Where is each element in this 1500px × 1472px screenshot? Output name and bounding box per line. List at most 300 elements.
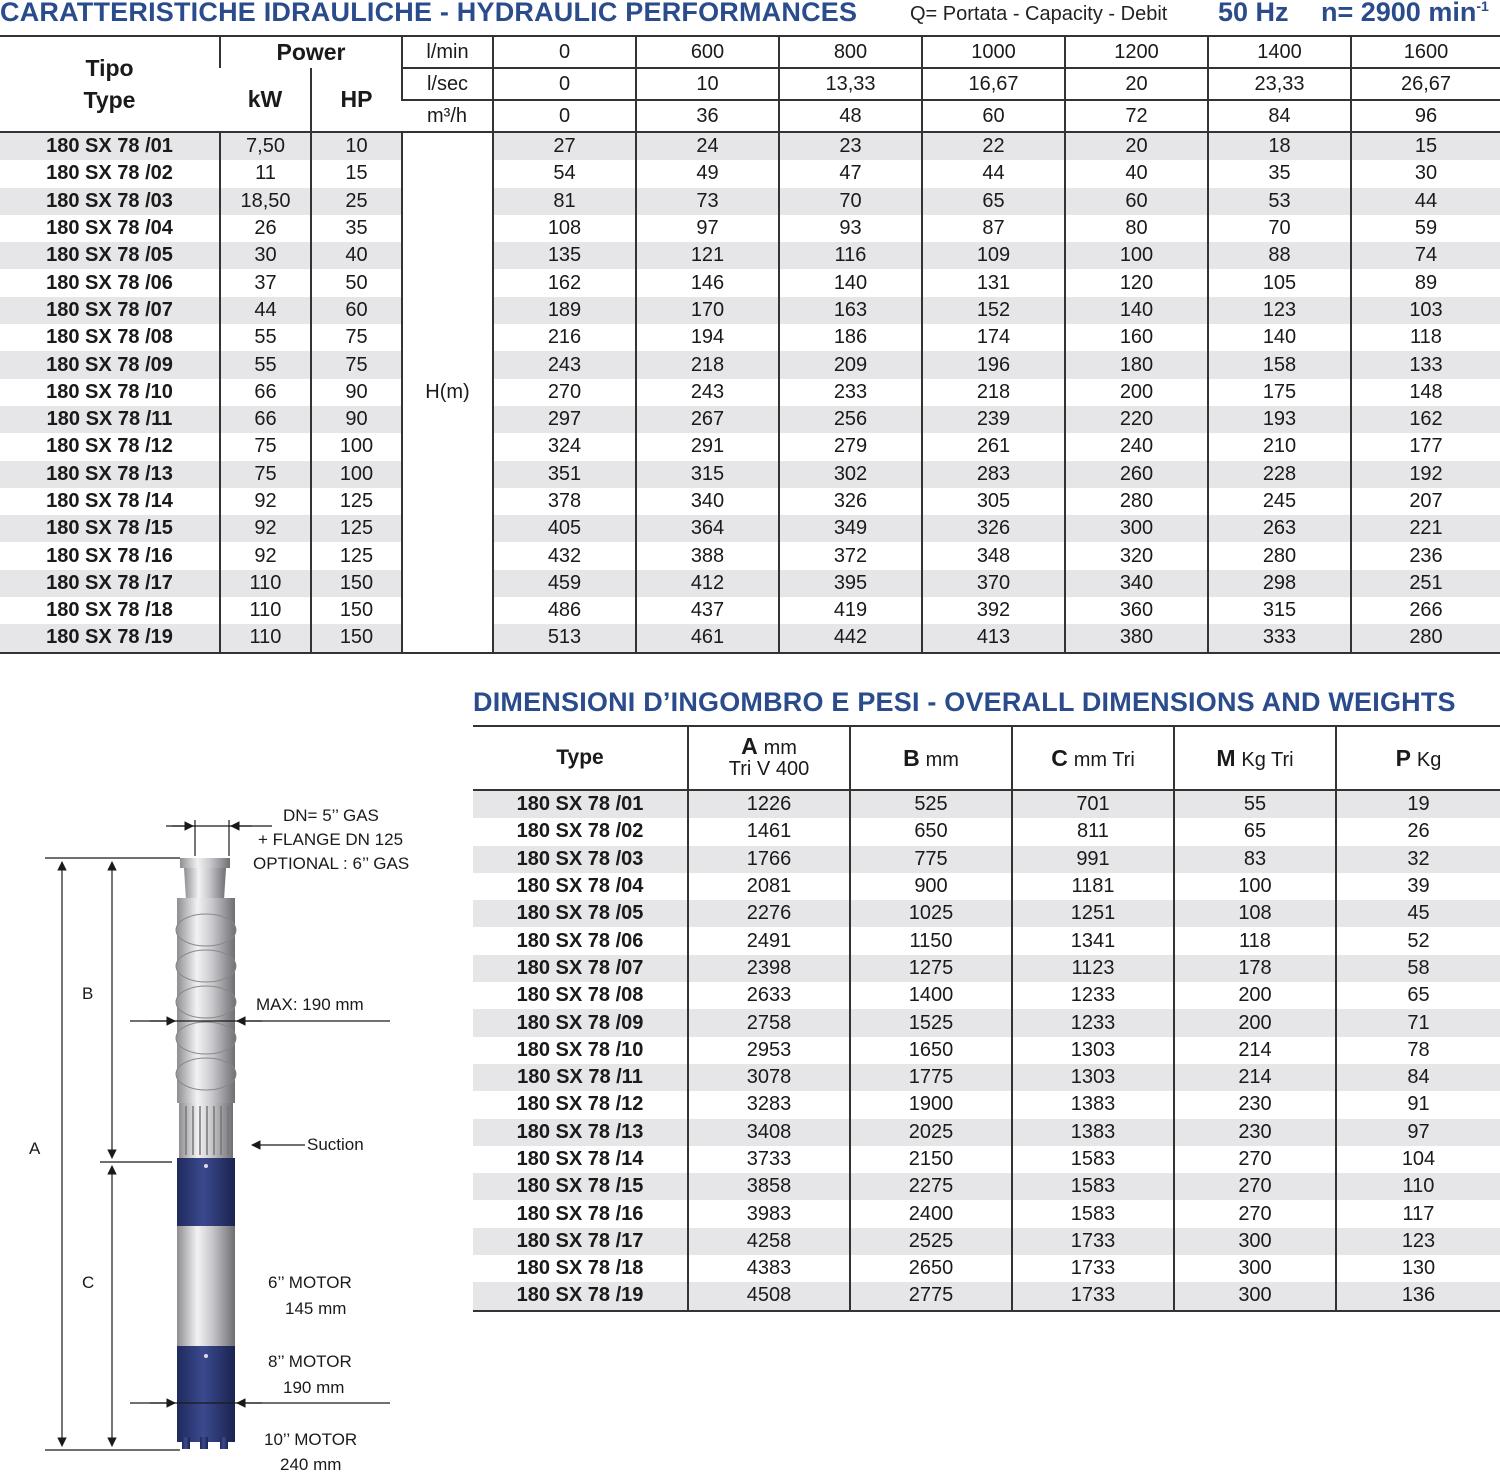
type-label-en: Type (83, 87, 136, 113)
flow-lsec-cell: 16,67 (922, 68, 1065, 100)
table-row (0, 297, 1500, 324)
head-cell: 105 (1208, 269, 1351, 296)
head-cell: 251 (1351, 570, 1500, 597)
dim-c-cell: 991 (1012, 846, 1174, 873)
head-cell: 118 (1351, 324, 1500, 351)
head-cell: 298 (1208, 570, 1351, 597)
head-cell: 243 (493, 351, 636, 378)
table-row (0, 542, 1500, 569)
table-row (473, 846, 1500, 873)
head-cell: 461 (636, 624, 779, 652)
head-cell: 221 (1351, 515, 1500, 542)
head-cell: 162 (1351, 406, 1500, 433)
table-row (473, 1200, 1500, 1227)
head-cell: 59 (1351, 215, 1500, 242)
kw-cell: 37 (220, 269, 311, 296)
head-cell: 220 (1065, 406, 1208, 433)
head-cell: 148 (1351, 379, 1500, 406)
dim-c-cell: 1583 (1012, 1200, 1174, 1227)
head-cell: 189 (493, 297, 636, 324)
dim-c-cell: 1233 (1012, 982, 1174, 1009)
kw-cell: 110 (220, 570, 311, 597)
model-cell: 180 SX 78 /04 (516, 875, 644, 898)
head-cell: 108 (493, 215, 636, 242)
flow-lmin-cell: 600 (636, 36, 779, 68)
head-cell: 315 (1208, 597, 1351, 624)
dim-m-cell: 270 (1174, 1200, 1336, 1227)
page-header (0, 0, 1500, 34)
model-cell: 180 SX 78 /14 (516, 1148, 644, 1170)
kw-cell: 55 (220, 324, 311, 351)
dim-b-cell: 1775 (850, 1064, 1012, 1091)
hp-cell: 150 (311, 624, 402, 652)
dim-p-cell: 65 (1336, 982, 1500, 1009)
dim-p-cell: 84 (1336, 1064, 1500, 1091)
head-cell: 437 (636, 597, 779, 624)
head-cell: 123 (1208, 297, 1351, 324)
table-row (0, 597, 1500, 624)
table-row (0, 351, 1500, 378)
dn-label-2: + FLANGE DN 125 (258, 830, 404, 849)
head-cell: 49 (636, 160, 779, 187)
dim-a-cell: 3408 (688, 1119, 850, 1146)
dim-b-letter: B (903, 744, 920, 771)
head-cell: 218 (922, 379, 1065, 406)
head-cell: 81 (493, 188, 636, 215)
model-cell: 180 SX 78 /09 (473, 1009, 688, 1036)
flow-m3h-cell: 0 (493, 100, 636, 132)
hp-cell: 90 (311, 379, 402, 406)
dn-label-3: OPTIONAL : 6’’ GAS (253, 854, 410, 873)
flow-lmin-cell: 1000 (922, 36, 1065, 68)
flow-lsec-cell: 23,33 (1208, 68, 1351, 100)
hp-cell: 60 (311, 297, 402, 324)
head-cell: 340 (636, 488, 779, 515)
type-label-it: Tipo (85, 55, 134, 81)
kw-cell: 7,50 (220, 132, 311, 160)
kw-header: kW (220, 68, 311, 132)
discharge-head (180, 858, 230, 900)
head-cell: 486 (493, 597, 636, 624)
dim-c-cell: 1583 (1012, 1173, 1174, 1200)
hp-cell: 35 (311, 215, 402, 242)
dim-b-cell: 1650 (850, 1037, 1012, 1064)
dim-c-cell: 1583 (1012, 1146, 1174, 1173)
head-cell: 348 (922, 542, 1065, 569)
dim-m-cell: 300 (1174, 1255, 1336, 1282)
model-cell: 180 SX 78 /06 (46, 271, 173, 294)
head-cell: 419 (779, 597, 922, 624)
table-row (0, 461, 1500, 488)
table-row (0, 160, 1500, 187)
model-cell: 180 SX 78 /18 (516, 1257, 644, 1280)
dim-c-cell: 1303 (1012, 1037, 1174, 1064)
kw-cell: 66 (220, 406, 311, 433)
dim-c-cell: 1733 (1012, 1228, 1174, 1255)
head-cell: 18 (1208, 132, 1351, 160)
model-cell: 180 SX 78 /11 (473, 1064, 688, 1091)
kw-cell: 92 (220, 488, 311, 515)
dim-c-cell: 1733 (1012, 1255, 1174, 1282)
dim-p-cell: 123 (1336, 1228, 1500, 1255)
model-cell: 180 SX 78 /11 (0, 406, 220, 433)
dim-p-cell: 52 (1336, 927, 1500, 954)
suction-label: Suction (307, 1135, 364, 1154)
dim-b-cell: 1025 (850, 900, 1012, 927)
table-row (0, 624, 1500, 652)
table-row (0, 324, 1500, 351)
model-cell: 180 SX 78 /17 (473, 1228, 688, 1255)
dim-p-cell: 136 (1336, 1282, 1500, 1310)
flow-lmin-cell: 800 (779, 36, 922, 68)
motor10-label-2: 240 mm (280, 1455, 342, 1472)
motor8-label-2: 190 mm (283, 1378, 345, 1397)
dim-c-cell: 811 (1012, 818, 1174, 845)
head-cell: 412 (636, 570, 779, 597)
head-cell: 380 (1065, 624, 1208, 652)
dim-b-cell: 1400 (850, 982, 1012, 1009)
dim-a-cell: 2081 (688, 873, 850, 900)
dim-p-cell: 39 (1336, 873, 1500, 900)
kw-cell: 44 (220, 297, 311, 324)
head-cell: 513 (493, 624, 636, 652)
dim-b-cell: 1150 (850, 927, 1012, 954)
model-cell: 180 SX 78 /18 (46, 599, 173, 622)
head-cell: 340 (1065, 570, 1208, 597)
head-cell: 162 (493, 269, 636, 296)
kw-cell: 75 (220, 461, 311, 488)
dim-a-sub: Tri V 400 (728, 758, 810, 780)
model-cell: 180 SX 78 /03 (0, 188, 220, 215)
dim-b-cell: 2525 (850, 1228, 1012, 1255)
head-cell: 80 (1065, 215, 1208, 242)
head-cell: 186 (779, 324, 922, 351)
dim-a-cell: 4508 (688, 1282, 850, 1310)
head-cell: 364 (636, 515, 779, 542)
dim-a-cell: 1766 (688, 846, 850, 873)
head-cell: 180 (1065, 351, 1208, 378)
hp-cell: 90 (311, 406, 402, 433)
head-cell: 392 (922, 597, 1065, 624)
head-cell: 228 (1208, 461, 1351, 488)
head-cell: 47 (779, 160, 922, 187)
model-cell: 180 SX 78 /05 (473, 900, 688, 927)
dim-m-cell: 214 (1174, 1037, 1336, 1064)
dim-c-unit: mm Tri (1073, 748, 1135, 771)
kw-cell: 110 (220, 624, 311, 652)
head-cell: 88 (1208, 242, 1351, 269)
model-cell: 180 SX 78 /05 (0, 242, 220, 269)
dim-p-cell: 26 (1336, 818, 1500, 845)
dim-m-cell: 200 (1174, 982, 1336, 1009)
motor (177, 1158, 235, 1449)
table-row (473, 1091, 1500, 1118)
hp-cell: 75 (311, 324, 402, 351)
head-cell: 283 (922, 461, 1065, 488)
head-cell: 442 (779, 624, 922, 652)
flow-lsec-row (0, 68, 1500, 100)
unit-lmin: l/min (402, 36, 493, 68)
head-cell: 30 (1351, 160, 1500, 187)
table-row (473, 1228, 1500, 1255)
head-cell: 24 (636, 132, 779, 160)
head-cell: 158 (1208, 351, 1351, 378)
dim-m-header (1174, 726, 1336, 790)
model-cell: 180 SX 78 /15 (473, 1173, 688, 1200)
flow-lmin-cell: 1600 (1351, 36, 1500, 68)
head-cell: 216 (493, 324, 636, 351)
dim-a-cell: 2953 (688, 1037, 850, 1064)
flow-lmin-cell: 1400 (1208, 36, 1351, 68)
speed-label: n= 2900 $\min^{-1}$ (1321, 0, 1489, 28)
head-cell: 15 (1351, 132, 1500, 160)
head-cell: 70 (1208, 215, 1351, 242)
model-cell: 180 SX 78 /14 (46, 490, 173, 512)
dim-m-cell: 270 (1174, 1173, 1336, 1200)
hp-cell: 25 (311, 188, 402, 215)
kw-cell: 30 (220, 242, 311, 269)
model-cell: 180 SX 78 /10 (46, 380, 173, 403)
model-cell: 180 SX 78 /08 (516, 984, 644, 1007)
dim-p-letter: P (1395, 744, 1412, 771)
flow-lsec-cell: 0 (493, 68, 636, 100)
hp-cell: 50 (311, 269, 402, 296)
head-cell: 459 (493, 570, 636, 597)
kw-cell: 92 (220, 542, 311, 569)
table-row (473, 818, 1500, 845)
table-row (473, 955, 1500, 982)
head-cell: 280 (1351, 624, 1500, 652)
dim-b-cell: 2775 (850, 1282, 1012, 1310)
table-row (0, 242, 1500, 269)
dim-m-cell: 100 (1174, 873, 1336, 900)
dim-b-cell: 525 (850, 790, 1012, 818)
dim-p-cell: 130 (1336, 1255, 1500, 1282)
motor6-label-2: 145 mm (285, 1299, 347, 1318)
model-cell: 180 SX 78 /19 (0, 624, 220, 652)
dim-a-cell: 3283 (688, 1091, 850, 1118)
head-cell: 73 (636, 188, 779, 215)
table-row (473, 790, 1500, 818)
head-cell: 245 (1208, 488, 1351, 515)
head-cell: 270 (493, 379, 636, 406)
table-row (0, 570, 1500, 597)
head-cell: 121 (636, 242, 779, 269)
head-cell: 20 (1065, 132, 1208, 160)
head-cell: 291 (636, 433, 779, 460)
dim-c-cell: 1383 (1012, 1091, 1174, 1118)
pump-diagram (0, 790, 470, 1472)
dim-c-cell: 1303 (1012, 1064, 1174, 1091)
model-cell: 180 SX 78 /12 (516, 1093, 644, 1116)
hp-cell: 100 (311, 433, 402, 460)
head-cell: 378 (493, 488, 636, 515)
kw-cell: 75 (220, 433, 311, 460)
head-cell: 233 (779, 379, 922, 406)
kw-cell: 55 (220, 351, 311, 378)
model-cell: 180 SX 78 /04 (46, 217, 173, 240)
flow-lsec-cell: 26,67 (1351, 68, 1500, 100)
head-cell: 432 (493, 542, 636, 569)
dim-b-header (850, 726, 1012, 790)
dim-a-cell: 2491 (688, 927, 850, 954)
dim-c-header (1012, 726, 1174, 790)
dim-b-cell: 2650 (850, 1255, 1012, 1282)
dim-c-letter: C (1051, 744, 1068, 771)
dim-a-cell: 2758 (688, 1009, 850, 1036)
dim-p-cell: 97 (1336, 1119, 1500, 1146)
model-cell: 180 SX 78 /07 (473, 955, 688, 982)
dim-a-header (688, 726, 850, 790)
head-cell: 193 (1208, 406, 1351, 433)
hp-cell: 75 (311, 351, 402, 378)
head-cell: 200 (1065, 379, 1208, 406)
dim-m-cell: 108 (1174, 900, 1336, 927)
head-cell: 44 (922, 160, 1065, 187)
head-cell: 349 (779, 515, 922, 542)
dim-m-cell: 300 (1174, 1228, 1336, 1255)
dim-type-header: Type (473, 726, 688, 790)
head-cell: 326 (779, 488, 922, 515)
head-cell: 260 (1065, 461, 1208, 488)
dim-a-unit: mm (763, 737, 797, 759)
dim-c-cell: 701 (1012, 790, 1174, 818)
head-cell: 65 (922, 188, 1065, 215)
head-cell: 103 (1351, 297, 1500, 324)
hp-header: HP (311, 68, 402, 132)
head-cell: 100 (1065, 242, 1208, 269)
flow-lmin-cell: 0 (493, 36, 636, 68)
model-cell: 180 SX 78 /16 (516, 1202, 644, 1225)
head-cell: 23 (779, 132, 922, 160)
table-row (473, 1146, 1500, 1173)
dim-p-cell: 78 (1336, 1037, 1500, 1064)
head-cell: 140 (779, 269, 922, 296)
model-cell: 180 SX 78 /01 (473, 790, 688, 818)
dim-b-cell: 1275 (850, 955, 1012, 982)
model-cell: 180 SX 78 /13 (473, 1119, 688, 1146)
table-row (0, 379, 1500, 406)
model-cell: 180 SX 78 /16 (46, 544, 173, 567)
dim-m-unit: Kg Tri (1241, 748, 1294, 771)
head-cell: 320 (1065, 542, 1208, 569)
head-cell: 116 (779, 242, 922, 269)
dim-p-unit: Kg (1416, 748, 1442, 771)
head-cell: 74 (1351, 242, 1500, 269)
table-row (473, 900, 1500, 927)
head-cell: 240 (1065, 433, 1208, 460)
head-cell: 170 (636, 297, 779, 324)
kw-cell: 110 (220, 597, 311, 624)
capacity-legend: Q= Portata - Capacity - Debit (910, 3, 1168, 25)
dim-b-cell: 1900 (850, 1091, 1012, 1118)
head-cell: 89 (1351, 269, 1500, 296)
dim-p-cell: 32 (1336, 846, 1500, 873)
dim-c-cell: 1233 (1012, 1009, 1174, 1036)
model-cell: 180 SX 78 /08 (46, 326, 173, 349)
head-cell: 207 (1351, 488, 1500, 515)
dim-c-cell: 1181 (1012, 873, 1174, 900)
dim-b-cell: 650 (850, 818, 1012, 845)
head-cell: 370 (922, 570, 1065, 597)
hydraulic-title: CARATTERISTICHE IDRAULICHE - HYDRAULIC PERFORMANCES (0, 0, 858, 27)
flow-m3h-cell: 48 (779, 100, 922, 132)
head-cell: 305 (922, 488, 1065, 515)
dim-c-cell: 1383 (1012, 1119, 1174, 1146)
kw-cell: 26 (220, 215, 311, 242)
dim-p-cell: 58 (1336, 955, 1500, 982)
dim-m-cell: 83 (1174, 846, 1336, 873)
head-cell: 210 (1208, 433, 1351, 460)
head-cell: 413 (922, 624, 1065, 652)
table-row (473, 1282, 1500, 1310)
head-cell: 297 (493, 406, 636, 433)
head-cell: 300 (1065, 515, 1208, 542)
head-cell: 261 (922, 433, 1065, 460)
dim-m-cell: 65 (1174, 818, 1336, 845)
head-cell: 302 (779, 461, 922, 488)
head-cell: 140 (1065, 297, 1208, 324)
dim-b-cell: 2400 (850, 1200, 1012, 1227)
head-cell: 218 (636, 351, 779, 378)
table-row (0, 433, 1500, 460)
head-cell: 35 (1208, 160, 1351, 187)
dim-b-cell: 775 (850, 846, 1012, 873)
kw-cell: 66 (220, 379, 311, 406)
head-cell: 372 (779, 542, 922, 569)
table-row (473, 873, 1500, 900)
dim-p-cell: 104 (1336, 1146, 1500, 1173)
dim-p-cell: 19 (1336, 790, 1500, 818)
dim-a-cell: 4258 (688, 1228, 850, 1255)
dimension-c-label: C (82, 1273, 95, 1292)
model-cell: 180 SX 78 /09 (0, 351, 220, 378)
head-cell: 239 (922, 406, 1065, 433)
dim-a-cell: 1226 (688, 790, 850, 818)
dim-p-header (1336, 726, 1500, 790)
flow-lsec-cell: 13,33 (779, 68, 922, 100)
head-cell: 279 (779, 433, 922, 460)
kw-cell: 92 (220, 515, 311, 542)
dim-a-letter: A (741, 733, 758, 759)
model-cell: 180 SX 78 /15 (0, 515, 220, 542)
dim-b-unit: mm (925, 748, 959, 771)
dim-m-letter: M (1216, 744, 1236, 771)
dim-a-cell: 1461 (688, 818, 850, 845)
model-cell: 180 SX 78 /17 (0, 570, 220, 597)
head-cell: 109 (922, 242, 1065, 269)
flow-m3h-cell: 84 (1208, 100, 1351, 132)
dim-a-cell: 3078 (688, 1064, 850, 1091)
pump-stages (176, 898, 236, 1103)
head-cell: 209 (779, 351, 922, 378)
head-cell: 70 (779, 188, 922, 215)
head-cell: 194 (636, 324, 779, 351)
model-cell: 180 SX 78 /07 (0, 297, 220, 324)
head-cell: 93 (779, 215, 922, 242)
kw-cell: 11 (220, 160, 311, 187)
model-cell: 180 SX 78 /12 (46, 435, 173, 458)
model-cell: 180 SX 78 /06 (516, 929, 644, 952)
table-row (473, 1009, 1500, 1036)
table-row (473, 1173, 1500, 1200)
dim-m-cell: 214 (1174, 1064, 1336, 1091)
hp-cell: 40 (311, 242, 402, 269)
head-cell: 351 (493, 461, 636, 488)
head-cell: 333 (1208, 624, 1351, 652)
head-label-cell: H(m) (402, 132, 493, 653)
hp-cell: 15 (311, 160, 402, 187)
